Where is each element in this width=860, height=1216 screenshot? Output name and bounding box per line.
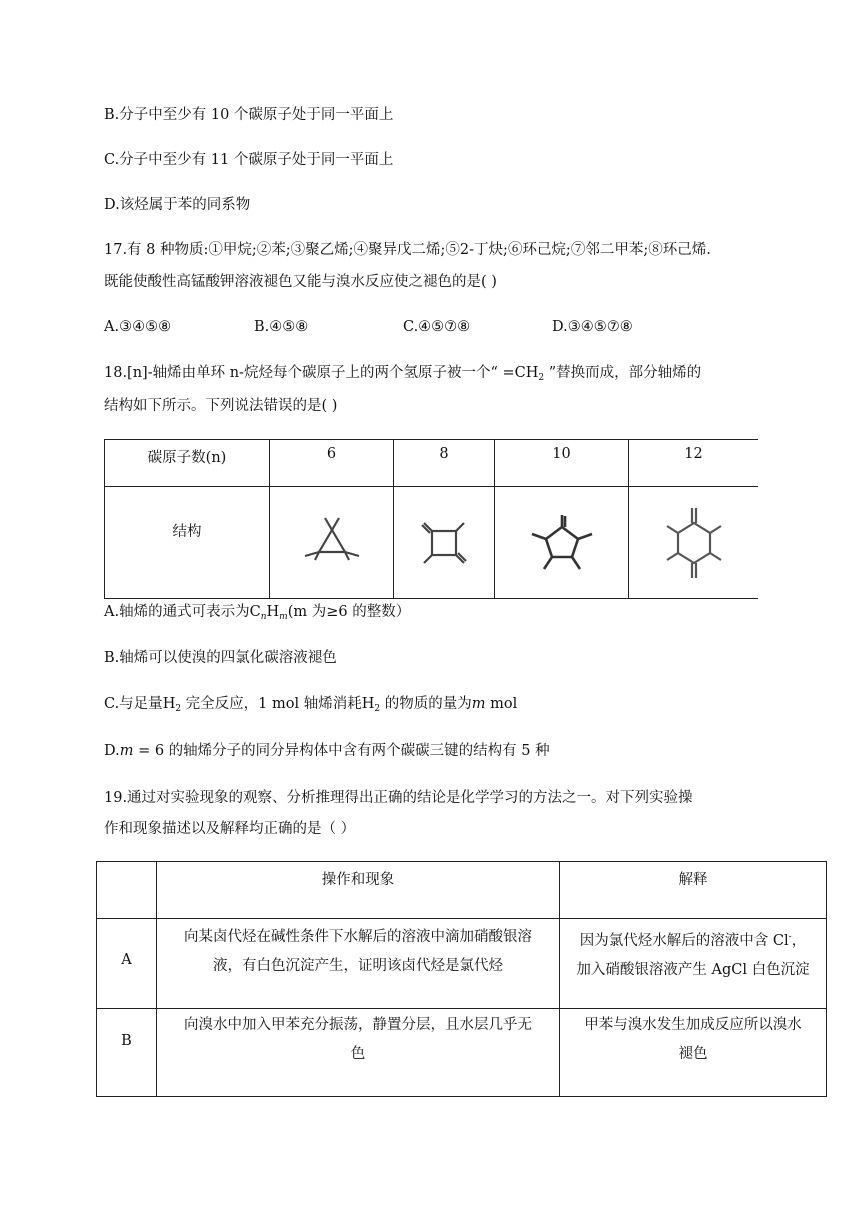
q18-option-c: C.与足量$H_2$ 完全反应，1 mol 轴烯消耗$H_2$ 的物质的量为m mol — [104, 696, 518, 714]
radialene-3-icon — [270, 487, 394, 599]
q19-stem-line2: 作和现象描述以及解释均正确的是（ ） — [104, 821, 356, 837]
radialene-5-icon — [495, 487, 629, 599]
q18-stem-line1: 18.[n]-轴烯由单环 n-烷烃每个碳原子上的两个氢原子被一个“ $=CH_2$ ”替换而成，部分轴烯的 — [104, 365, 702, 383]
table-header-carbon-count: 碳原子数(n) — [105, 440, 270, 487]
q16-option-d: D.该烃属于苯的同系物 — [104, 197, 251, 213]
row-a-operation: 向某卤代烃在碱性条件下水解后的溶液中滴加硝酸银溶 液，有白色沉淀产生，证明该卤代烃是氯代烃 — [157, 919, 560, 1009]
row-b-explanation: 甲苯与溴水发生加成反应所以溴水 褪色 — [560, 1009, 827, 1097]
q19-stem-line1: 19.通过对实验现象的观察、分析推理得出正确的结论是化学学习的方法之一。对下列实验操 — [104, 790, 693, 806]
q17-stem-line2: 既能使酸性高锰酸钾溶液褪色又能与溴水反应使之褪色的是( ) — [104, 274, 497, 290]
q17-option-d: D.③④⑤⑦⑧ — [552, 319, 633, 335]
radialene-6-icon — [629, 487, 759, 599]
row-b-operation: 向溴水中加入甲苯充分振荡，静置分层，且水层几乎无 色 — [157, 1009, 560, 1097]
q18-option-d: D.m = 6 的轴烯分子的同分异构体中含有两个碳碳三键的结构有 5 种 — [104, 743, 550, 759]
q17-stem-line1: 17.有 8 种物质:①甲烷;②苯;③聚乙烯;④聚异戊二烯;⑤2-丁炔;⑥环己烷;⑦邻二甲苯;⑧环己烯. — [104, 242, 711, 258]
q18-stem-line2: 结构如下所示。下列说法错误的是( ) — [104, 398, 338, 414]
radialene-4-icon — [394, 487, 495, 599]
row-label-b: B — [97, 1009, 157, 1097]
radialene-table — [104, 439, 758, 599]
table-header-blank — [97, 862, 157, 919]
table-cell-n8: 8 — [394, 440, 495, 487]
q17-option-b: B.④⑤⑧ — [254, 319, 309, 335]
table-row — [97, 1009, 827, 1097]
table-row — [97, 919, 827, 1009]
row-a-explanation: 因为氯代烃水解后的溶液中含 Cl-， 加入硝酸银溶液产生 AgCl 白色沉淀 — [560, 919, 827, 1009]
q16-option-c: C.分子中至少有 11 个碳原子处于同一平面上 — [104, 152, 394, 168]
q17-option-a: A.③④⑤⑧ — [104, 319, 172, 335]
q18-option-b: B.轴烯可以使溴的四氯化碳溶液褪色 — [104, 650, 337, 666]
table-header-structure: 结构 — [105, 487, 270, 599]
q16-option-b: B.分子中至少有 10 个碳原子处于同一平面上 — [104, 107, 394, 123]
row-label-a: A — [97, 919, 157, 1009]
experiment-table — [96, 861, 827, 1097]
q17-option-c: C.④⑤⑦⑧ — [403, 319, 471, 335]
table-cell-n12: 12 — [629, 440, 759, 487]
table-header-operation: 操作和现象 — [157, 862, 560, 919]
table-cell-n10: 10 — [495, 440, 629, 487]
table-cell-n6: 6 — [270, 440, 394, 487]
q18-option-a: A.轴烯的通式可表示为$C_nH_m(m$ 为≥6 的整数） — [104, 604, 411, 622]
table-header-explanation: 解释 — [560, 862, 827, 919]
